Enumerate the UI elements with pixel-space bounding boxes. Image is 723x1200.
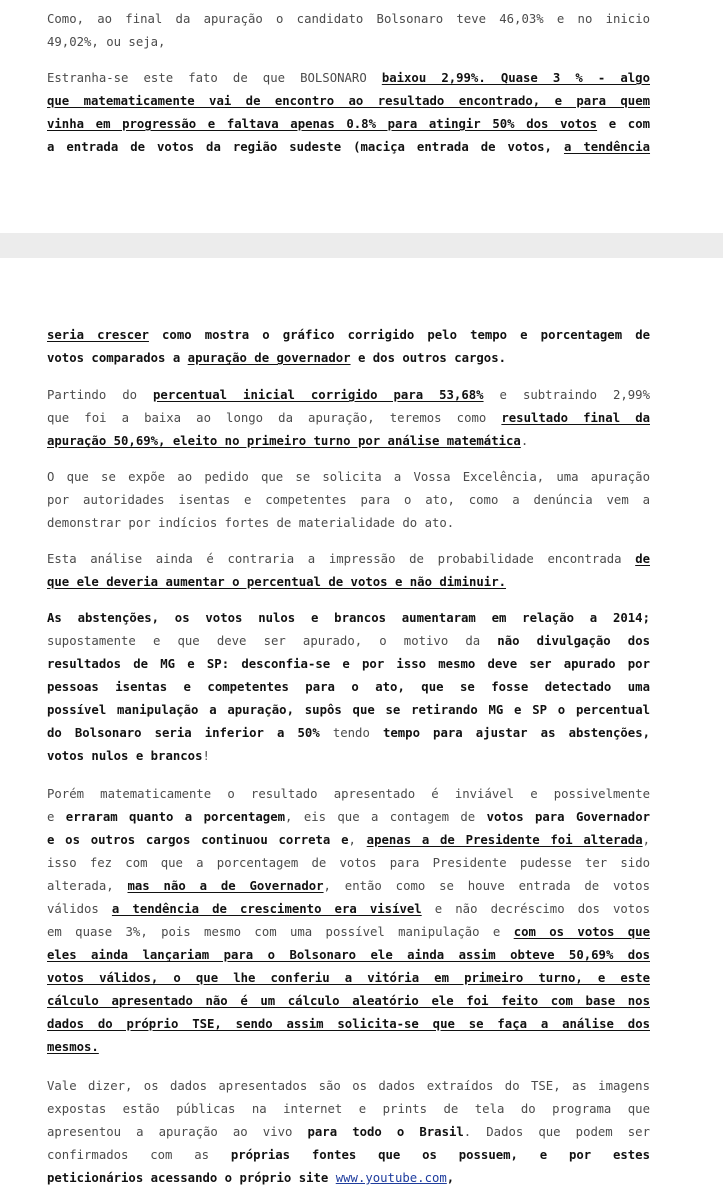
- text-line: possível manipulação a apuração, supôs que se retirando MG e SP o percentual: [47, 703, 650, 717]
- text-line: seria crescer como mostra o gráfico corrigido pelo tempo e porcentagem de: [47, 328, 650, 342]
- text-line: votos comparados a apuração de governador e dos outros cargos.: [47, 351, 507, 365]
- text-line: Vale dizer, os dados apresentados são os dados extraídos do TSE, as imagens: [47, 1079, 650, 1093]
- text-line: apresentou a apuração ao vivo para todo o Brasil. Dados que podem ser: [47, 1125, 650, 1139]
- text-line: vinha em progressão e faltava apenas 0.8% para atingir 50% dos votos e com: [47, 117, 650, 131]
- underlined-emphasis: seria crescer: [47, 328, 149, 342]
- underlined-emphasis: que matematicamente vai de encontro ao resultado encontrado, e para quem: [47, 94, 650, 108]
- underlined-emphasis: com os votos que: [513, 925, 650, 939]
- text-line: [47, 1036, 650, 1059]
- paragraph-abstentions: [47, 607, 650, 768]
- underlined-emphasis: que ele deveria aumentar o percentual de votos e não diminuir.: [47, 575, 507, 589]
- underlined-emphasis: a tendência de crescimento era visível: [111, 902, 422, 916]
- text-line: demonstrar por indícios fortes de materialidade do ato.: [47, 516, 455, 530]
- text-line: Como, ao final da apuração o candidato Bolsonaro teve 46,03% e no inicio: [47, 12, 650, 26]
- text-line: supostamente e que deve ser apurado, o motivo da não divulgação dos: [47, 634, 651, 648]
- underlined-emphasis: apenas a de Presidente foi alterada: [366, 833, 643, 847]
- paragraph-tendency: [47, 324, 650, 370]
- text-line: Porém matematicamente o resultado apresentado é inviável e possivelmente: [47, 787, 650, 801]
- youtube-link[interactable]: www.youtube.com: [335, 1171, 447, 1185]
- text-line: Partindo do percentual inicial corrigido para 53,68% e subtraindo 2,99%: [47, 388, 650, 402]
- underlined-emphasis: cálculo apresentado não é um cálculo aleatório ele foi feito com base nos: [47, 994, 650, 1008]
- underlined-emphasis: de: [635, 552, 650, 566]
- paragraph-apuracao-result: [47, 8, 650, 54]
- text-line: do Bolsonaro seria inferior a 50% tendo tempo para ajustar as abstenções,: [47, 726, 651, 740]
- underlined-emphasis: a tendência: [563, 140, 651, 154]
- text-line: válidos a tendência de crescimento era visível e não decréscimo dos votos: [47, 902, 651, 916]
- text-line: resultados de MG e SP: desconfia-se e por isso mesmo deve ser apurado por: [47, 657, 650, 671]
- text-line: confirmados com as próprias fontes que os possuem, e por estes: [47, 1148, 650, 1162]
- text-line: por autoridades isentas e competentes para o ato, como a denúncia vem a: [47, 493, 650, 507]
- text-line: [47, 990, 650, 1013]
- text-line: peticionários acessando o próprio site www.youtube.com,: [47, 1171, 455, 1185]
- underlined-emphasis: mesmos.: [47, 1040, 99, 1054]
- underlined-emphasis: dados do próprio TSE, sendo assim solicita-se que se faça a análise dos: [47, 1017, 650, 1031]
- text-line: [47, 571, 650, 594]
- text-line: [47, 967, 650, 990]
- text-line: [47, 90, 650, 113]
- underlined-emphasis: eles ainda lançariam para o Bolsonaro ele ainda assim obteve 50,69% dos: [47, 948, 650, 962]
- text-line: [47, 1013, 650, 1036]
- text-line: 49,02%, ou seja,: [47, 35, 166, 49]
- text-line: em quase 3%, pois mesmo com uma possível manipulação e com os votos que: [47, 925, 650, 939]
- text-line: isso fez com que a porcentagem de votos para Presidente pudesse ter sido: [47, 856, 650, 870]
- underlined-emphasis: resultado final da: [501, 411, 650, 425]
- text-line: expostas estão públicas na internet e prints de tela do programa que: [47, 1102, 650, 1116]
- text-line: e erraram quanto a porcentagem, eis que a contagem de votos para Governador: [47, 810, 651, 824]
- paragraph-corrected-percentage: [47, 384, 650, 453]
- text-line: que foi a baixa ao longo da apuração, teremos como resultado final da: [47, 411, 650, 425]
- document-page-2: [0, 258, 723, 1200]
- underlined-emphasis: mas não a de Governador: [127, 879, 324, 893]
- document-page-1: [0, 0, 723, 233]
- text-line: As abstenções, os votos nulos e brancos aumentaram em relação a 2014;: [47, 611, 650, 625]
- paragraph-probability: [47, 548, 650, 594]
- text-line: e os outros cargos continuou correta e, apenas a de Presidente foi alterada,: [47, 833, 650, 847]
- text-line: [47, 944, 650, 967]
- text-line: a entrada de votos da região sudeste (maciça entrada de votos, a tendência: [47, 140, 651, 154]
- text-line: votos nulos e brancos!: [47, 749, 210, 763]
- text-line: O que se expõe ao pedido que se solicita a Vossa Excelência, uma apuração: [47, 470, 650, 484]
- paragraph-tse-data: [47, 1075, 650, 1190]
- underlined-emphasis: votos válidos, o que lhe conferiu a vitória em primeiro turno, e este: [47, 971, 650, 985]
- paragraph-bolsonaro-drop: [47, 67, 650, 159]
- paragraph-mathematical-analysis: [47, 783, 650, 1059]
- text-line: apuração 50,69%, eleito no primeiro turno por análise matemática.: [47, 434, 529, 448]
- underlined-emphasis: apuração de governador: [187, 351, 351, 365]
- underlined-emphasis: percentual inicial corrigido para 53,68%: [153, 388, 484, 402]
- text-line: Estranha-se este fato de que BOLSONARO baixou 2,99%. Quase 3 % - algo: [47, 71, 650, 85]
- underlined-emphasis: vinha em progressão e faltava apenas 0.8% para atingir 50% dos votos: [47, 117, 598, 131]
- underlined-emphasis: apuração 50,69%, eleito no primeiro turno por análise matemática: [47, 434, 521, 448]
- text-line: Esta análise ainda é contraria a impressão de probabilidade encontrada de: [47, 552, 650, 566]
- text-line: pessoas isentas e competentes para o ato, que se fosse detectado uma: [47, 680, 650, 694]
- text-line: alterada, mas não a de Governador, então como se houve entrada de votos: [47, 879, 650, 893]
- paragraph-request: [47, 466, 650, 535]
- underlined-emphasis: baixou 2,99%. Quase 3 % - algo: [381, 71, 650, 85]
